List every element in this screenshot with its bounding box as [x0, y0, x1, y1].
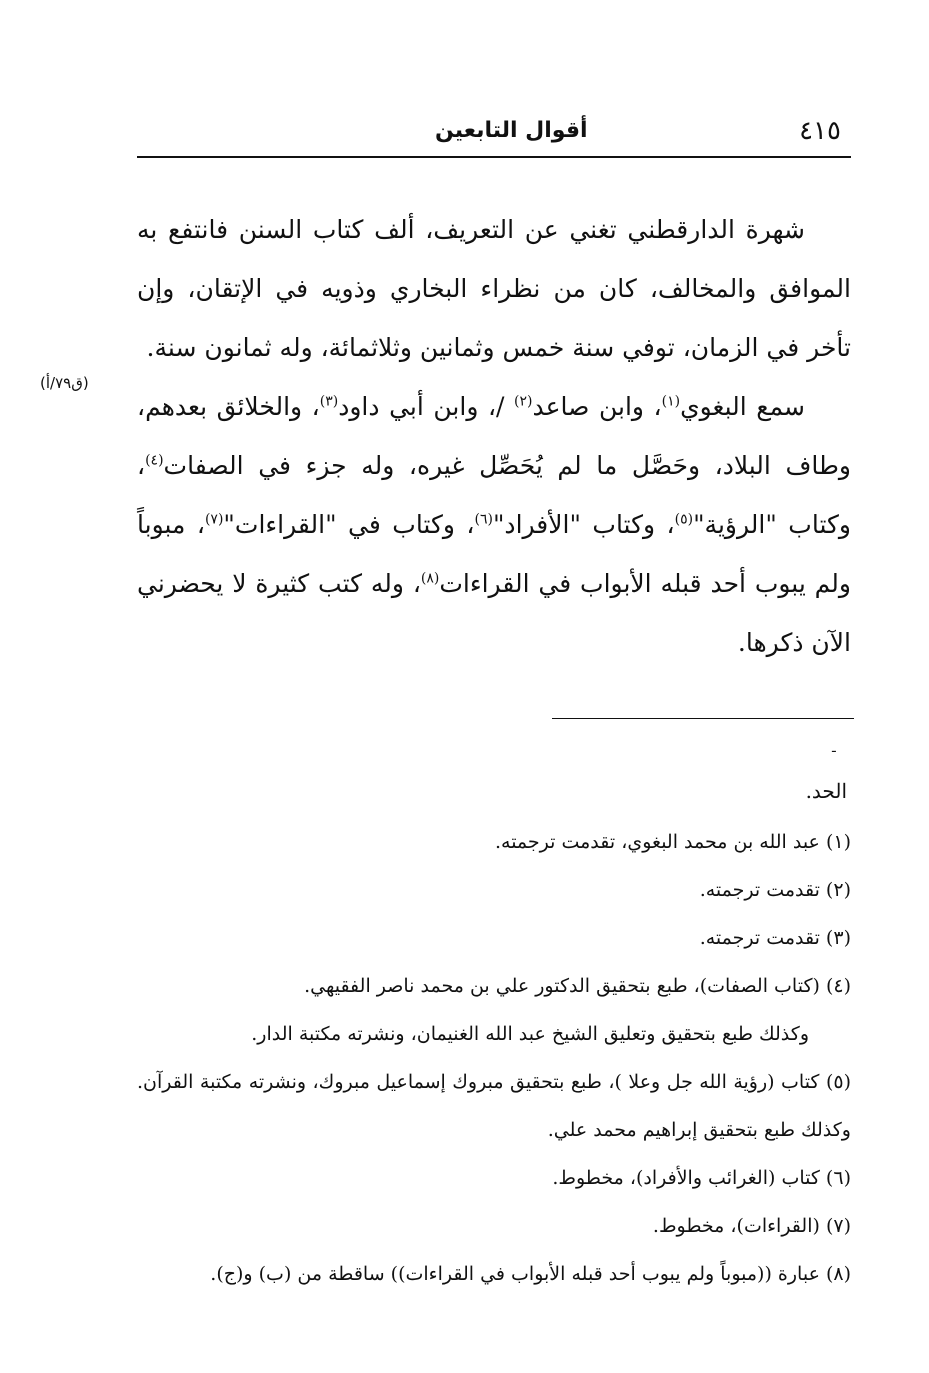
footnote-4-continued: وكذلك طبع بتحقيق وتعليق الشيخ عبد الله الغنيمان، ونشرته مكتبة الدار. — [251, 1023, 809, 1045]
page-number: ٤١٥ — [799, 116, 841, 146]
page-header — [137, 112, 851, 152]
footnote-7: (٧) (القراءات)، مخطوط. — [652, 1215, 851, 1237]
text-segment: ، والخلائق بعدهم، وطاف البلاد، وحَصَّل ما لم يُحَصِّل غيره، وله جزء في الصفات — [137, 392, 851, 480]
footnote-ref-8[interactable]: (٨) — [420, 570, 440, 587]
footnote-8: (٨) عبارة ((مبوباً ولم يبوب أحد قبله الأبواب في القراءات)) ساقطة من (ب) و(ج). — [210, 1263, 851, 1285]
footnote-continuation-mark: ـ — [832, 741, 836, 756]
footnote-ref-6[interactable]: (٦) — [474, 511, 493, 528]
footnote-continuation: الحد. — [805, 779, 847, 803]
text-segment: /، وابن أبي داود — [338, 392, 515, 421]
footnote-2: (٢) تقدمت ترجمته. — [699, 879, 851, 901]
footnote-4: (٤) (كتاب الصفات)، طبع بتحقيق الدكتور علي بن محمد ناصر الفقيهي. — [304, 975, 851, 997]
text-segment: ، وكتاب في "القراءات" — [223, 510, 475, 539]
text-segment: سمع البغوي — [680, 392, 806, 421]
running-title: أقوال التابعين — [435, 118, 588, 143]
header-rule — [137, 156, 851, 158]
paragraph-2 — [137, 377, 851, 672]
footnote-ref-1[interactable]: (١) — [661, 393, 681, 410]
footnote-ref-2[interactable]: (٢) — [514, 393, 533, 410]
footnote-ref-3[interactable]: (٣) — [319, 393, 339, 410]
footnote-5: (٥) كتاب (رؤية الله جل وعلا )، طبع بتحقيق مبروك إسماعيل مبروك، ونشرته مكتبة القرآن. وكذلك طبع بتحقيق إبراهيم محمد علي. — [137, 1071, 851, 1141]
footnote-3: (٣) تقدمت ترجمته. — [699, 927, 851, 949]
manuscript-folio-note: (ق٧٩/أ) — [40, 374, 89, 392]
text-segment: ، وكتاب "الأفراد" — [492, 510, 675, 539]
footnote-ref-5[interactable]: (٥) — [674, 511, 694, 528]
footnote-ref-7[interactable]: (٧) — [204, 511, 224, 528]
footnote-1: (١) عبد الله بن محمد البغوي، تقدمت ترجمته. — [494, 831, 851, 853]
paragraph-1: شهرة الدارقطني تغني عن التعريف، ألف كتاب السنن فانتفع به الموافق والمخالف، كان من نظراء البخاري وذويه في الإتقان، وإن تأخر في الزمان، توفي سنة خمس وثمانين وثلاثمائة، وله ثمانون سنة. — [137, 215, 851, 362]
text-segment: ، وابن صاعد — [532, 392, 662, 421]
footnote-ref-4[interactable]: (٤) — [145, 452, 164, 469]
text-segment: ، مبوباً ولم يبوب أحد قبله الأبواب في القراءات — [137, 510, 851, 598]
text-segment: ، وكتاب "الرؤية" — [137, 451, 851, 539]
footnote-6: (٦) كتاب (الغرائب والأفراد)، مخطوط. — [552, 1167, 851, 1189]
footnote-separator — [552, 718, 854, 719]
footnotes — [137, 818, 851, 1298]
main-text — [137, 200, 851, 672]
text-segment: ، وله كتب كثيرة لا يحضرني الآن ذكرها. — [137, 569, 851, 657]
